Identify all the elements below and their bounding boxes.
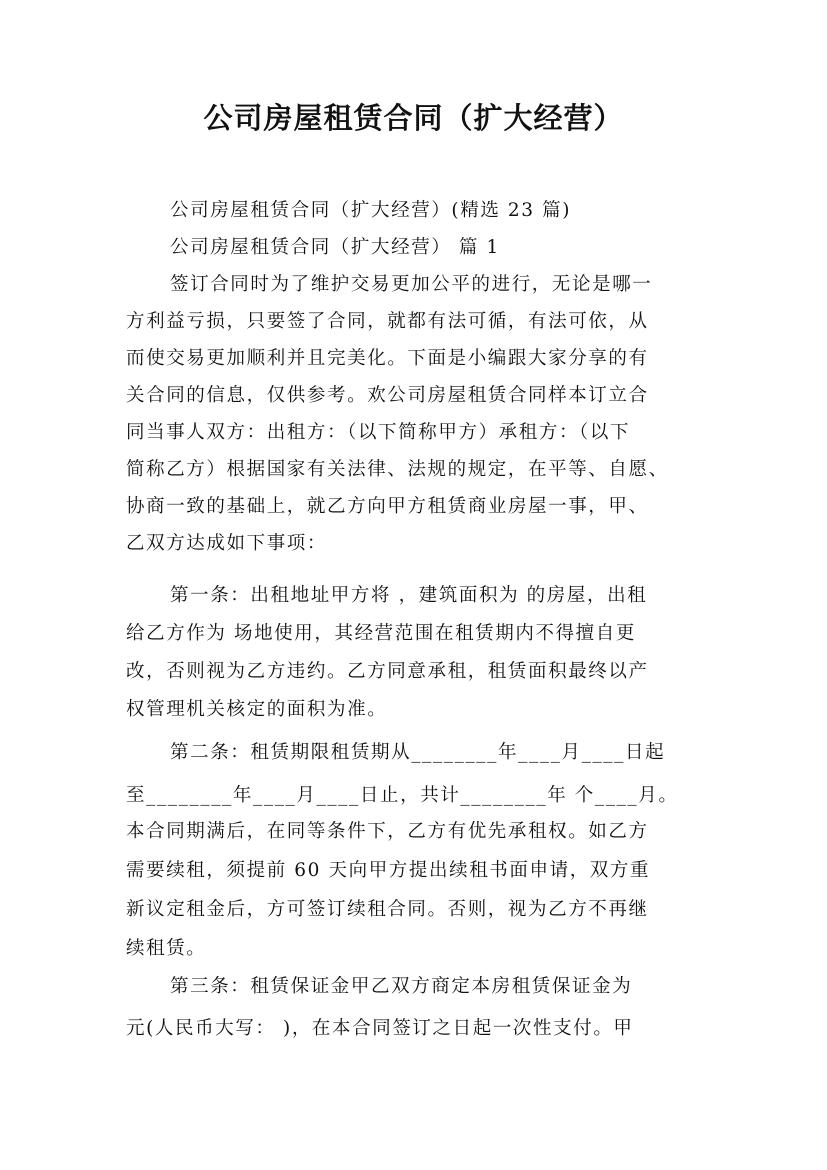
article-2-line: 需要续租，须提前 60 天向甲方提出续租书面申请，双方重 xyxy=(126,860,651,881)
paragraph-line: 协商一致的基础上，就乙方向甲方租赁商业房屋一事，甲、 xyxy=(126,496,649,517)
section-heading: 公司房屋租赁合同（扩大经营） 篇 1 xyxy=(170,237,500,258)
paragraph-line: 乙双方达成如下事项： xyxy=(126,533,328,554)
article-1-line: 权管理机关核定的面积为准。 xyxy=(126,699,388,720)
paragraph-line: 简称乙方）根据国家有关法律、法规的规定，在平等、自愿、 xyxy=(126,459,669,480)
paragraph-line: 签订合同时为了维护交易更加公平的进行，无论是哪一 xyxy=(170,274,653,295)
article-3-line: 第三条：租赁保证金甲乙双方商定本房租赁保证金为 xyxy=(170,976,633,997)
paragraph-line: 同当事人双方：出租方：（以下简称甲方）承租方：（以下 xyxy=(126,422,631,443)
article-1-line: 改，否则视为乙方违约。乙方同意承租，租赁面积最终以产 xyxy=(126,661,649,682)
article-2-line: 新议定租金后，方可签订续租合同。否则，视为乙方不再继 xyxy=(126,899,649,920)
article-3-line: 元(人民币大写： )，在本合同签订之日起一次性支付。甲 xyxy=(126,1018,634,1039)
article-2-line: 本合同期满后，在同等条件下，乙方有优先承租权。如乙方 xyxy=(126,821,649,842)
article-1-line: 第一条：出租地址甲方将 ，建筑面积为 的房屋，出租 xyxy=(170,585,648,606)
article-2-line: 第二条：租赁期限租赁期从________年____月____日起 xyxy=(170,742,666,763)
subtitle-line: 公司房屋租赁合同（扩大经营）(精选 23 篇) xyxy=(170,200,572,221)
article-2-line: 至________年____月____日止，共计________年 个____月。 xyxy=(126,785,679,806)
article-2-line: 续租赁。 xyxy=(126,938,207,959)
document-title: 公司房屋租赁合同（扩大经营） xyxy=(203,101,624,135)
paragraph-line: 关合同的信息，仅供参考。欢公司房屋租赁合同样本订立合 xyxy=(126,385,649,406)
paragraph-line: 而使交易更加顺利并且完美化。下面是小编跟大家分享的有 xyxy=(126,348,649,369)
article-1-line: 给乙方作为 场地使用，其经营范围在租赁期内不得擅自更 xyxy=(126,623,636,644)
paragraph-line: 方利益亏损，只要签了合同，就都有法可循，有法可依，从 xyxy=(126,311,649,332)
